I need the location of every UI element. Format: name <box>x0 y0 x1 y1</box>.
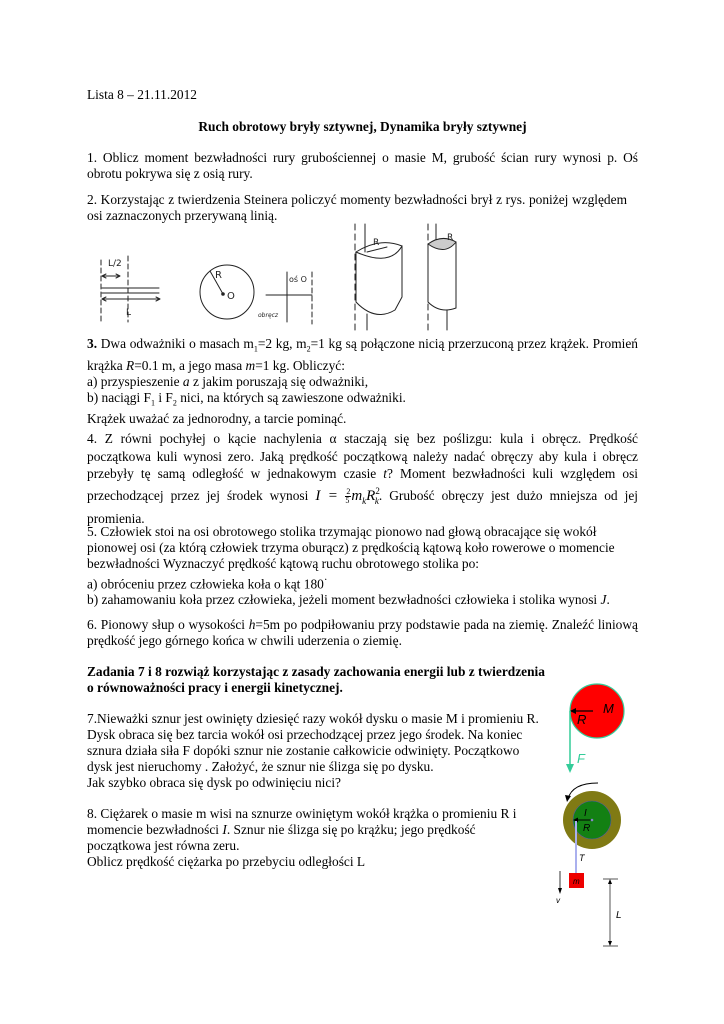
formula-mass: m <box>351 487 363 504</box>
degree-mark: · <box>323 574 328 586</box>
pulley-radius-label: R <box>583 823 591 834</box>
formula-sup: 2 <box>375 485 380 496</box>
p8-line: Oblicz prędkość ciężarka po przebyciu odległości L <box>87 854 366 869</box>
distance-label: L <box>616 910 622 921</box>
plate-axis-label: oś O <box>289 275 307 284</box>
inertia-label: I <box>584 808 587 819</box>
rod-figure <box>101 256 160 322</box>
formula-lhs: I = <box>315 487 346 504</box>
p4-text: . Grubość obręczy jest dużo mniejsza od jej promienia. <box>87 487 638 526</box>
force-arrowhead <box>566 764 574 773</box>
problem-8 <box>87 806 517 870</box>
p3-sub: 1 <box>253 344 258 354</box>
formula-sub: k <box>374 495 379 506</box>
p3-text: z jakim poruszają się odważniki, <box>189 373 369 389</box>
p3-text: =1 kg są połączone nicią przerzuconą przez krążek. Promień krążka <box>87 336 638 373</box>
pulley-mass-figure <box>550 775 640 955</box>
p3-text: Krążek uważać za jednorodny, a tarcie pominąć. <box>87 411 347 427</box>
distance-arrowhead-top <box>608 879 612 884</box>
problem-5 <box>87 524 615 608</box>
p5-var: J <box>600 592 607 608</box>
velocity-label: v <box>556 896 560 905</box>
rod-length-label: L <box>126 308 132 318</box>
p3-var: m <box>245 357 256 373</box>
p3-text: =2 kg, m <box>257 336 307 351</box>
section-line: Zadania 7 i 8 rozwiąż korzystając z zasady zachowania energii lub z twierdzenia <box>87 664 545 679</box>
p3-var: a <box>182 373 190 389</box>
p8-line: 8. Ciężarek o masie m wisi na sznurze owiniętym wokół krążka o promieniu R i <box>87 806 517 821</box>
p5-line: pionowej osi (za którą człowiek trzyma oburącz) z prędkością kątową koło rowerowe o momencie <box>87 540 615 555</box>
fraction-denominator: 5 <box>345 495 350 505</box>
p4-text: 4. Z równi pochyłej o kącie nachylenia α staczają się bez poślizgu: kula i obręcz. Prędkość początkowa kuli wynosi zero. Jaką prędkość początkową należy nadać obręczy aby kula i obręcz przebyły tę samą odległość w jednakowym czasie <box>87 431 638 481</box>
p3-var: R <box>126 357 135 373</box>
p8-line: . Sznur nie ślizga się po krążku; jego prędkość <box>226 822 476 837</box>
mass-label: M <box>603 701 614 716</box>
disk-radius-label: R <box>215 270 222 281</box>
cylinder-2-figure <box>428 224 456 330</box>
p4-text: ? Moment bezwładności kuli względem osi przechodzącej przez jej środek wynosi <box>87 466 638 503</box>
velocity-arrowhead <box>558 888 562 894</box>
mass-label: m <box>573 877 580 886</box>
problem-3-number: 3. <box>87 336 98 351</box>
formula-sub: k <box>362 495 367 506</box>
problem-3 <box>87 336 638 427</box>
disk-figure <box>200 265 254 319</box>
cylinder-1-figure <box>355 224 402 330</box>
p7-line: Dysk obraca się bez tarcia wokół osi przechodzącej przez jego środek. Na koniec <box>87 727 523 742</box>
p7-line: sznura działa siła F dopóki sznur nie zostanie całkowicie odwinięty. Początkowo <box>87 743 520 758</box>
radius-label: R <box>577 712 587 727</box>
page-title: Ruch obrotowy bryły sztywnej, Dynamika bryły sztywnej <box>198 119 527 134</box>
p8-var: I <box>222 822 227 837</box>
tension-label: T <box>579 853 585 863</box>
p3-text: b) naciągi F <box>87 389 151 405</box>
p5-line: a) obróceniu przez człowieka koła o kąt 180 <box>87 576 324 592</box>
problem-4 <box>87 430 638 528</box>
list-header: Lista 8 – 21.11.2012 <box>87 87 197 102</box>
problem-7 <box>87 711 539 791</box>
cylinder-1-radius-label: R <box>373 238 380 248</box>
p5-line: 5. Człowiek stoi na osi obrotowego stolika trzymając pionowo nad głową obracające się wokół <box>87 524 597 539</box>
p3-text: =1 kg. Obliczyć: <box>255 357 345 373</box>
inertia-formula <box>315 485 380 506</box>
problem-2: 2. Korzystając z twierdzenia Steinera policzyć momenty bezwładności brył z rys. poniżej względem osi zaznaczonych przerywaną linią. <box>87 192 627 223</box>
problem-1: 1. Oblicz moment bezwładności rury grubościennej o masie M, grubość ścian rury wynosi p. Oś obrotu pokrywa się z osią rury. <box>87 150 638 181</box>
force-label: F <box>577 751 585 766</box>
p6-var: h <box>248 617 256 632</box>
p3-text: a) przyspieszenie <box>87 373 183 389</box>
p3-text: =0.1 m, a jego masa <box>134 357 246 373</box>
p3-sub: 1 <box>150 398 155 408</box>
steiner-figures <box>90 222 470 332</box>
section-heading <box>87 664 545 696</box>
plate-figure <box>258 272 312 324</box>
p5-line: . <box>606 592 610 608</box>
problem-6 <box>87 617 638 649</box>
rod-half-length-label: L/2 <box>108 259 122 269</box>
rotation-arrowhead <box>565 795 571 802</box>
cylinder-2-radius-label: R <box>447 233 454 243</box>
disk-center-label: O <box>227 291 235 302</box>
p3-text: Dwa odważniki o masach m <box>97 336 254 351</box>
p7-line: 7.Nieważki sznur jest owinięty dziesięć razy wokół dysku o masie M i promieniu R. <box>87 711 539 726</box>
p3-sub: 2 <box>306 344 311 354</box>
p6-text: 6. Pionowy słup o wysokości <box>87 617 249 632</box>
p4-var: t <box>383 466 388 481</box>
disk-force-figure <box>555 675 645 775</box>
p5-line: bezwładności Wyznaczyć prędkość kątową ruchu obrotowego stolika po: <box>87 556 479 571</box>
p7-line: dysk jest nieruchomy . Założyć, że sznur nie ślizga się po dysku. <box>87 759 434 774</box>
plate-edge-label: obręcz <box>258 312 279 319</box>
p5-line: b) zahamowaniu koła przez człowieka, jeżeli moment bezwładności człowieka i stolika wynosi <box>87 592 601 608</box>
p7-line: Jak szybko obraca się dysk po odwinięciu nici? <box>87 775 341 790</box>
formula-radius: R <box>366 487 376 504</box>
distance-arrowhead-bottom <box>608 941 612 946</box>
p6-text: =5m po podpiłowaniu przy podstawie pada na ziemię. Znaleźć liniową prędkość jego górnego końca w chwili uderzenia o ziemię. <box>87 617 638 648</box>
fraction-numerator: 2 <box>346 486 351 496</box>
p3-sub: 2 <box>172 398 177 408</box>
p8-line: momencie bezwładności <box>87 822 223 837</box>
p3-text: nici, na których są zawieszone odważniki. <box>176 389 406 405</box>
pulley-center <box>591 819 594 822</box>
section-line: o równoważności pracy i energii kinetycznej. <box>87 680 343 695</box>
p8-line: początkowa jest równa zeru. <box>87 838 240 853</box>
p3-text: i F <box>154 389 173 405</box>
